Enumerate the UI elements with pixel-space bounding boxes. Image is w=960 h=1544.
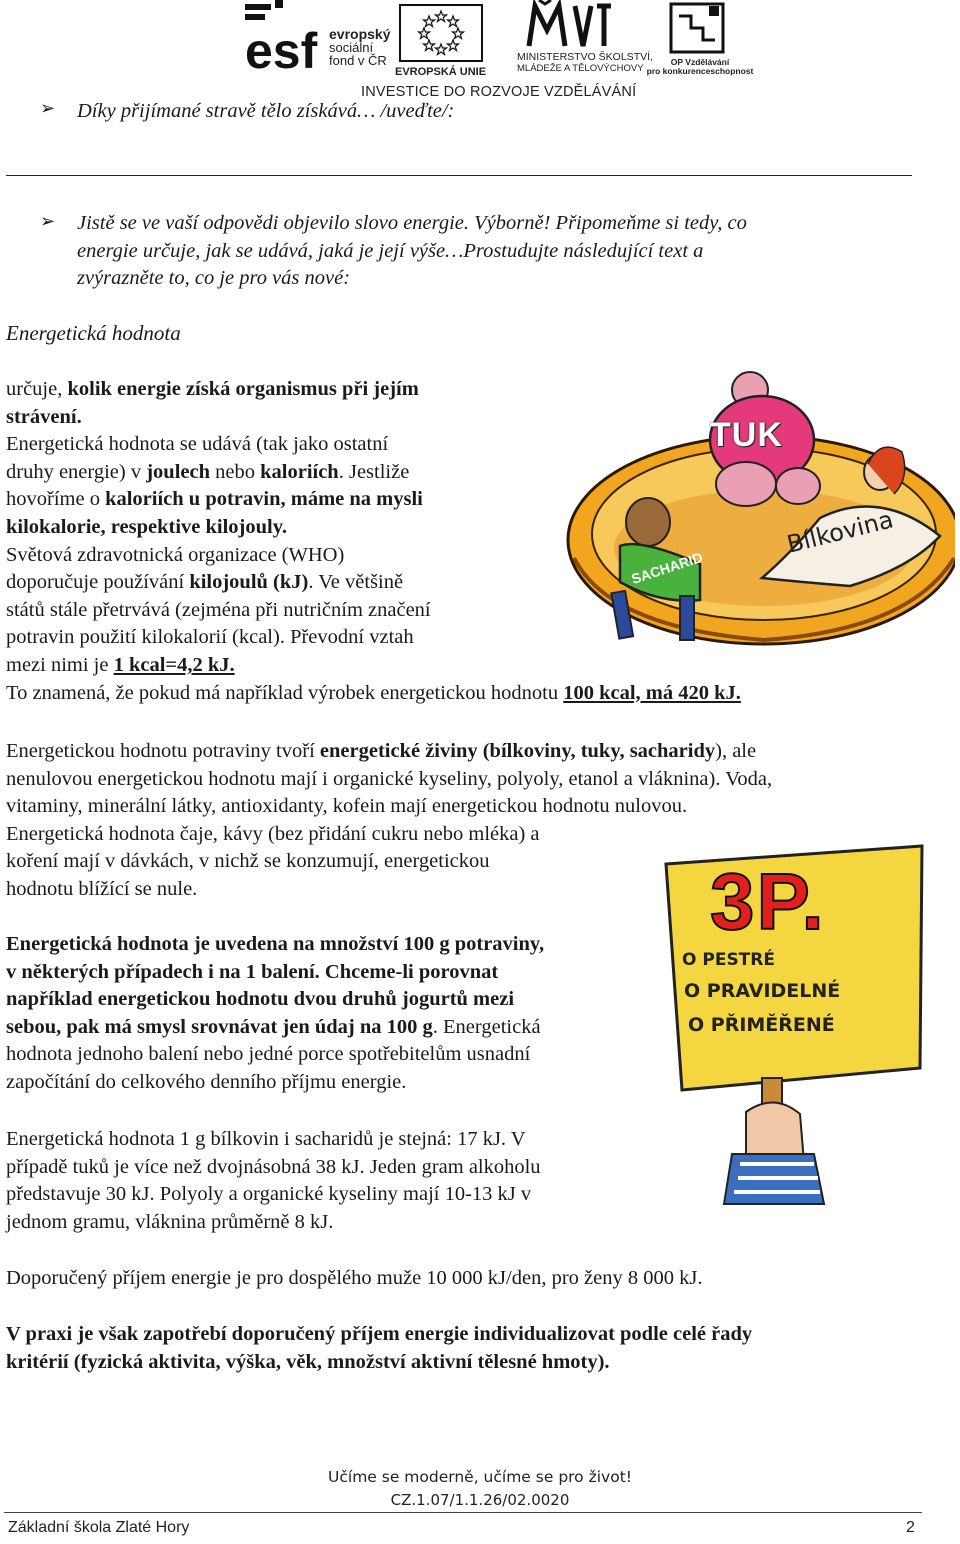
task2-prompt: Jistě se ve vaší odpovědi objevilo slovo energie. Výborně! Připomeňme si tedy, co energie určuje, jak se udává, jaká je její výše…Prostudujte následující text a zvýrazněte to, co je pro vás nové:	[77, 212, 747, 290]
sign-line-regular: O PRAVIDELNÉ	[684, 980, 841, 1002]
eu-logo-label: EVROPSKÁ UNIE	[395, 66, 487, 78]
footer-project-code: CZ.1.07/1.1.26/02.0020	[390, 1491, 570, 1509]
para-energy-nutrients: Energetickou hodnotu potraviny tvoří energetické živiny (bílkoviny, tuky, sacharidy), ale nenulovou energetickou hodnotu mají i organické kyseliny, polyoly, etanol a vláknina). Voda, vitaminy, minerální látky, antioxidanty, kofein mají energetickou hodnotu nulovou. Energetická hodnota čaje, kávy (bez přidání cukru nebo mléka) a koření mají v dávkách, v nichž se konzumují, energetickou hodnotu blížící se nule.	[6, 740, 773, 900]
nutrients-bowl-illustration	[550, 368, 955, 660]
bowl-label-protein: Bílkovina	[784, 505, 897, 559]
footer-school-name: Základní škola Zlaté Hory	[8, 1519, 190, 1536]
para-energy-per-gram: Energetická hodnota 1 g bílkovin i sacharidů je stejná: 17 kJ. V případě tuků je více než dvojnásobná 38 kJ. Jeden gram alkoholu představuje 30 kJ. Polyoly a organické kyseliny mají 10-13 kJ v jednom gramu, vláknina průměrně 8 kJ.	[6, 1128, 541, 1233]
svg-text:esf: esf	[245, 23, 318, 72]
esf-logo-text: evropský sociální fond v ČR	[329, 26, 391, 68]
sign-3p-heading: 3P.	[710, 857, 826, 946]
footer-motto: Učíme se moderně, učíme se pro život!	[328, 1468, 632, 1486]
bowl-label-carb: SACHARID	[629, 548, 705, 588]
op-logo-text: OP Vzdělávání pro konkurenceschopnost	[646, 57, 754, 76]
sign-line-varied: O PESTRÉ	[682, 950, 775, 970]
para-recommended-intake: Doporučený příjem energie je pro dospělého muže 10 000 kJ/den, pro ženy 8 000 kJ.	[6, 1267, 703, 1289]
eu-flag-icon	[399, 4, 483, 62]
header-logo-bar	[245, 0, 754, 104]
op-mark-icon	[669, 2, 725, 54]
eu-logo	[395, 4, 487, 78]
section-title: Energetická hodnota	[6, 321, 181, 345]
header-tagline: INVESTICE DO ROZVOJE VZDĚLÁVÁNÍ	[361, 84, 637, 100]
msmt-mark-icon	[525, 0, 615, 50]
para-energy-definition: určuje, kolik energie získá organismus při jejím strávení. Energetická hodnota se udává (tak jako ostatní druhy energie) v joulech nebo kaloriích. Jestliže hovoříme o kaloriích u potravin, máme na mysli kilokalorie, respektive kilojouly. Světová zdravotnická organizace (WHO) doporučuje používání kilojoulů (kJ). Ve většině států stále přetrvává (zejména při nutričním značení potravin použití kilokalorií (kcal). Převodní vztah mezi nimi je 1 kcal=4,2 kJ. To znamená, že pokud má například výrobek energetickou hodnotu 100 kcal, má 420 kJ.	[6, 378, 741, 704]
msmt-logo-text: MINISTERSTVO ŠKOLSTVÍ, MLÁDEŽE A TĚLOVÝCHOVY	[517, 51, 653, 74]
esf-logo-icon	[245, 0, 327, 72]
sign-line-adequate: O PŘIMĚŘENÉ	[688, 1014, 835, 1036]
op-logo	[645, 2, 754, 78]
footer-divider	[4, 1512, 922, 1513]
sign-3p-illustration	[654, 842, 924, 1207]
arrow-bullet-icon: ➢	[40, 98, 56, 119]
answer-line	[6, 175, 912, 176]
para-per-100g: Energetická hodnota je uvedena na množství 100 g potraviny, v některých případech i na 1 balení. Chceme-li porovnat například energetickou hodnotu dvou druhů jogurtů mezi sebou, pak má smysl srovnávat jen údaj na 100 g. Energetická hodnota jednoho balení nebo jedné porce spotřebitelům usnadní započítání do celkového denního příjmu energie.	[6, 933, 545, 1093]
para-individualize: V praxi je však zapotřebí doporučený příjem energie individualizovat podle celé řady kritérií (fyzická aktivita, výška, věk, množství aktivní tělesné hmoty).	[6, 1323, 753, 1373]
task1-prompt: Díky přijímané stravě tělo získává… /uveďte/:	[77, 100, 455, 122]
msmt-logo	[517, 0, 653, 80]
arrow-bullet-icon: ➢	[40, 211, 56, 232]
footer-page-number: 2	[906, 1519, 915, 1536]
bowl-label-fat: TUK	[710, 416, 783, 454]
